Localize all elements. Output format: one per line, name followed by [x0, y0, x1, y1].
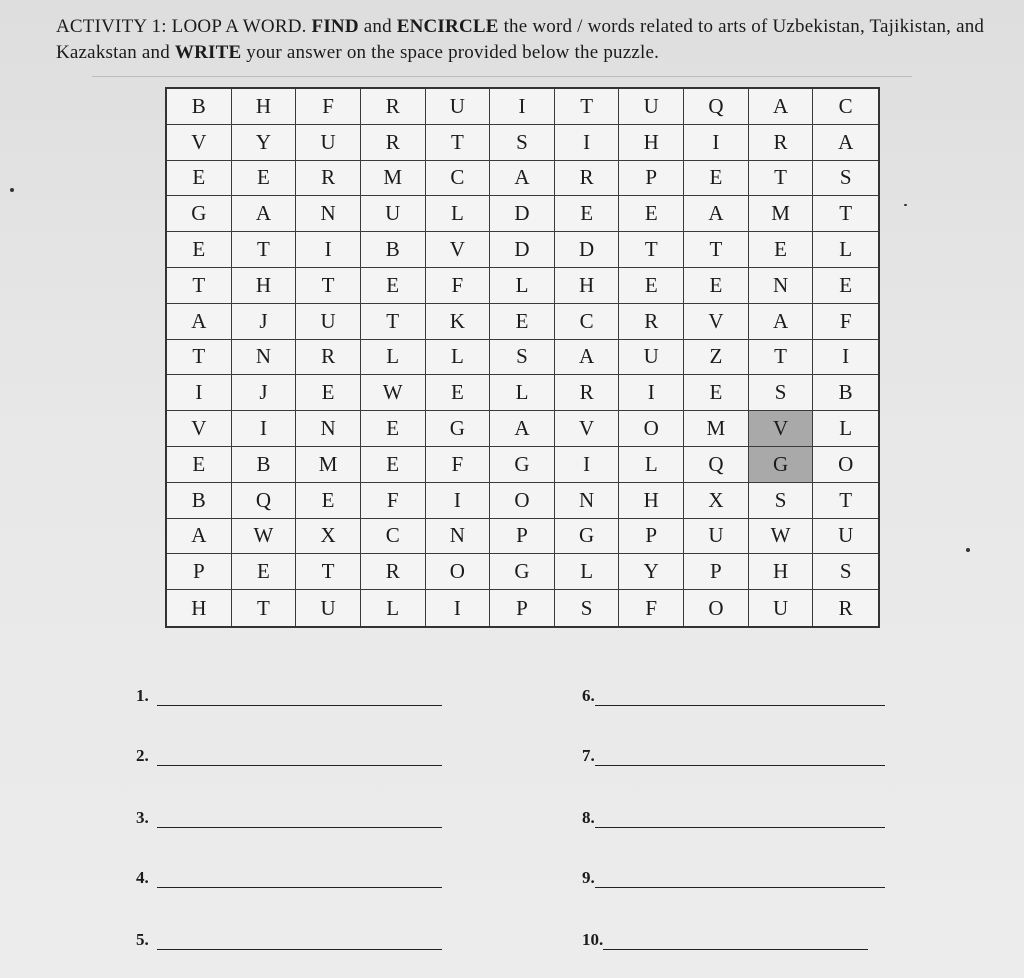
- answer-item-4: [136, 864, 442, 888]
- grid-cell[interactable]: A: [555, 340, 620, 376]
- grid-cell[interactable]: I: [296, 232, 361, 268]
- answer-number: 7.: [582, 746, 595, 765]
- grid-cell[interactable]: T: [555, 89, 620, 125]
- grid-cell[interactable]: E: [684, 268, 749, 304]
- answer-blank[interactable]: [595, 687, 885, 706]
- instructions-write: WRITE: [174, 42, 242, 63]
- grid-cell[interactable]: T: [167, 340, 232, 376]
- instructions-part2: the word / words related to arts of Uzbekistan, Tajikistan, and Kazakstan and: [56, 16, 985, 63]
- grid-cell[interactable]: M: [361, 161, 426, 197]
- grid-cell[interactable]: F: [426, 268, 491, 304]
- answer-blank[interactable]: [595, 747, 885, 766]
- grid-cell[interactable]: O: [684, 590, 749, 626]
- grid-cell[interactable]: E: [232, 554, 297, 590]
- grid-cell[interactable]: P: [167, 554, 232, 590]
- grid-cell[interactable]: R: [619, 304, 684, 340]
- answer-item-6: [582, 682, 885, 706]
- grid-cell[interactable]: R: [296, 340, 361, 376]
- instructions-part3: your answer on the space provided below the puzzle.: [241, 42, 660, 63]
- grid-cell[interactable]: U: [296, 590, 361, 626]
- grid-cell[interactable]: X: [684, 483, 749, 519]
- grid-cell[interactable]: O: [619, 411, 684, 447]
- grid-cell[interactable]: A: [813, 125, 878, 161]
- grid-cell[interactable]: B: [167, 483, 232, 519]
- grid-cell[interactable]: E: [167, 232, 232, 268]
- grid-cell[interactable]: A: [749, 304, 814, 340]
- grid-cell[interactable]: O: [426, 554, 491, 590]
- grid-cell[interactable]: E: [555, 196, 620, 232]
- answer-number: 8.: [582, 808, 595, 827]
- grid-cell[interactable]: T: [361, 304, 426, 340]
- grid-cell[interactable]: F: [296, 89, 361, 125]
- grid-cell[interactable]: G: [749, 447, 814, 483]
- grid-cell[interactable]: T: [619, 232, 684, 268]
- grid-cell[interactable]: P: [684, 554, 749, 590]
- grid-cell[interactable]: V: [167, 411, 232, 447]
- grid-cell[interactable]: J: [232, 375, 297, 411]
- grid-cell[interactable]: I: [490, 89, 555, 125]
- grid-cell[interactable]: M: [296, 447, 361, 483]
- grid-cell[interactable]: G: [490, 554, 555, 590]
- grid-cell[interactable]: L: [361, 590, 426, 626]
- stray-dot: [904, 204, 907, 206]
- grid-cell[interactable]: Z: [684, 340, 749, 376]
- grid-cell[interactable]: T: [426, 125, 491, 161]
- grid-cell[interactable]: A: [232, 196, 297, 232]
- grid-cell[interactable]: A: [167, 304, 232, 340]
- grid-cell[interactable]: U: [361, 196, 426, 232]
- grid-cell[interactable]: Y: [619, 554, 684, 590]
- grid-cell[interactable]: D: [555, 232, 620, 268]
- grid-cell[interactable]: E: [361, 411, 426, 447]
- grid-cell[interactable]: Y: [232, 125, 297, 161]
- grid-cell[interactable]: K: [426, 304, 491, 340]
- grid-cell[interactable]: Q: [232, 483, 297, 519]
- grid-cell[interactable]: S: [490, 340, 555, 376]
- grid-cell[interactable]: S: [749, 483, 814, 519]
- grid-cell[interactable]: R: [361, 554, 426, 590]
- answer-item-7: [582, 742, 885, 766]
- answer-blank[interactable]: [157, 687, 442, 706]
- grid-cell[interactable]: I: [426, 590, 491, 626]
- grid-cell[interactable]: G: [167, 196, 232, 232]
- grid-cell[interactable]: I: [555, 447, 620, 483]
- answer-number: 4.: [136, 868, 149, 887]
- answer-number: 10.: [582, 930, 604, 949]
- grid-cell[interactable]: R: [555, 375, 620, 411]
- instructions-part1: ACTIVITY 1: LOOP A WORD.: [56, 16, 312, 37]
- grid-cell[interactable]: I: [232, 411, 297, 447]
- grid-cell[interactable]: P: [619, 161, 684, 197]
- answer-blank[interactable]: [157, 869, 442, 888]
- grid-cell[interactable]: A: [167, 519, 232, 555]
- grid-cell[interactable]: H: [619, 125, 684, 161]
- grid-cell[interactable]: E: [749, 232, 814, 268]
- grid-cell[interactable]: S: [813, 554, 878, 590]
- grid-cell[interactable]: I: [555, 125, 620, 161]
- grid-cell[interactable]: L: [555, 554, 620, 590]
- grid-cell[interactable]: T: [167, 268, 232, 304]
- grid-cell[interactable]: N: [296, 411, 361, 447]
- grid-cell[interactable]: T: [684, 232, 749, 268]
- grid-cell[interactable]: E: [490, 304, 555, 340]
- grid-cell[interactable]: W: [749, 519, 814, 555]
- word-search-grid: [165, 87, 880, 628]
- grid-cell[interactable]: I: [684, 125, 749, 161]
- grid-cell[interactable]: E: [684, 161, 749, 197]
- answer-blank[interactable]: [157, 747, 442, 766]
- grid-cell[interactable]: W: [232, 519, 297, 555]
- grid-cell[interactable]: B: [232, 447, 297, 483]
- grid-cell[interactable]: S: [555, 590, 620, 626]
- grid-cell[interactable]: H: [232, 89, 297, 125]
- grid-cell[interactable]: E: [232, 161, 297, 197]
- grid-cell[interactable]: L: [426, 340, 491, 376]
- grid-cell[interactable]: H: [167, 590, 232, 626]
- grid-cell[interactable]: I: [167, 375, 232, 411]
- answer-blank[interactable]: [595, 809, 885, 828]
- answer-blank[interactable]: [157, 931, 442, 950]
- grid-cell[interactable]: S: [813, 161, 878, 197]
- grid-cell[interactable]: H: [619, 483, 684, 519]
- grid-cell[interactable]: I: [813, 340, 878, 376]
- grid-cell[interactable]: V: [749, 411, 814, 447]
- answer-item-10: [582, 926, 868, 950]
- grid-cell[interactable]: R: [838, 595, 853, 620]
- grid-cell[interactable]: E: [684, 375, 749, 411]
- grid-cell[interactable]: S: [749, 375, 814, 411]
- grid-cell[interactable]: F: [619, 590, 684, 626]
- grid-cell[interactable]: U: [426, 89, 491, 125]
- grid-cell[interactable]: U: [813, 519, 878, 555]
- grid-cell[interactable]: T: [813, 196, 878, 232]
- answer-item-3: [136, 804, 442, 828]
- grid-cell[interactable]: H: [555, 268, 620, 304]
- grid-cell[interactable]: M: [749, 196, 814, 232]
- grid-cell[interactable]: R: [749, 125, 814, 161]
- answer-blank[interactable]: [157, 809, 442, 828]
- grid-cell[interactable]: E: [167, 447, 232, 483]
- answer-number: 5.: [136, 930, 149, 949]
- grid-cell[interactable]: N: [232, 340, 297, 376]
- grid-cell[interactable]: V: [426, 232, 491, 268]
- grid-cell[interactable]: H: [232, 268, 297, 304]
- grid-cell[interactable]: E: [361, 268, 426, 304]
- grid-cell[interactable]: T: [296, 268, 361, 304]
- grid-cell[interactable]: F: [426, 447, 491, 483]
- grid-cell[interactable]: L: [361, 340, 426, 376]
- grid-cell[interactable]: L: [619, 447, 684, 483]
- grid-cell[interactable]: U: [619, 89, 684, 125]
- activity-instructions: [56, 14, 1016, 66]
- grid-cell[interactable]: E: [619, 268, 684, 304]
- grid-cell[interactable]: L: [490, 268, 555, 304]
- grid-cell[interactable]: E: [361, 447, 426, 483]
- grid-cell[interactable]: P: [490, 590, 555, 626]
- grid-cell[interactable]: V: [167, 125, 232, 161]
- grid-cell[interactable]: L: [813, 232, 878, 268]
- grid-cell[interactable]: M: [684, 411, 749, 447]
- answer-item-2: [136, 742, 442, 766]
- grid-cell[interactable]: L: [813, 411, 878, 447]
- instructions-and: and: [358, 16, 397, 37]
- grid-cell[interactable]: G: [555, 519, 620, 555]
- answer-item-1: [136, 682, 442, 706]
- grid-cell[interactable]: C: [426, 161, 491, 197]
- grid-cell[interactable]: U: [296, 125, 361, 161]
- grid-cell[interactable]: U: [619, 340, 684, 376]
- grid-cell[interactable]: X: [296, 519, 361, 555]
- grid-cell[interactable]: A: [749, 89, 814, 125]
- grid-cell[interactable]: S: [490, 125, 555, 161]
- grid-cell[interactable]: I: [619, 375, 684, 411]
- answer-blank[interactable]: [595, 869, 885, 888]
- grid-cell[interactable]: Q: [684, 447, 749, 483]
- grid-cell[interactable]: V: [684, 304, 749, 340]
- grid-cell[interactable]: Q: [684, 89, 749, 125]
- answer-number: 2.: [136, 746, 149, 765]
- grid-cell[interactable]: W: [361, 375, 426, 411]
- grid-cell[interactable]: I: [426, 483, 491, 519]
- answer-item-9: [582, 864, 885, 888]
- grid-cell[interactable]: U: [684, 519, 749, 555]
- grid-cell[interactable]: E: [167, 161, 232, 197]
- divider-line: [92, 76, 912, 77]
- grid-cell[interactable]: T: [232, 232, 297, 268]
- stray-dot: [966, 548, 970, 552]
- grid-cell[interactable]: A: [490, 411, 555, 447]
- grid-cell[interactable]: T: [749, 161, 814, 197]
- grid-cell[interactable]: E: [296, 483, 361, 519]
- answer-number: 3.: [136, 808, 149, 827]
- grid-cell[interactable]: N: [426, 519, 491, 555]
- grid-cell[interactable]: F: [813, 304, 878, 340]
- answer-number: 6.: [582, 686, 595, 705]
- grid-cell[interactable]: U: [749, 590, 814, 626]
- answer-item-8: [582, 804, 885, 828]
- grid-cell[interactable]: G: [426, 411, 491, 447]
- grid-cell[interactable]: N: [555, 483, 620, 519]
- grid-cell[interactable]: G: [490, 447, 555, 483]
- instructions-encircle: ENCIRCLE: [396, 16, 499, 37]
- grid-cell[interactable]: A: [684, 196, 749, 232]
- grid-cell[interactable]: T: [296, 554, 361, 590]
- grid-cell[interactable]: E: [296, 375, 361, 411]
- grid-cell[interactable]: F: [361, 483, 426, 519]
- grid-cell[interactable]: N: [749, 268, 814, 304]
- grid-cell[interactable]: C: [555, 304, 620, 340]
- grid-cell[interactable]: N: [296, 196, 361, 232]
- grid-cell[interactable]: J: [232, 304, 297, 340]
- grid-cell[interactable]: L: [490, 375, 555, 411]
- grid-cell[interactable]: T: [232, 590, 297, 626]
- grid-cell[interactable]: C: [813, 89, 878, 125]
- grid-cell[interactable]: B: [167, 89, 232, 125]
- grid-cell[interactable]: D: [490, 232, 555, 268]
- grid-cell[interactable]: V: [555, 411, 620, 447]
- answer-number: 9.: [582, 868, 595, 887]
- grid-cell[interactable]: A: [490, 161, 555, 197]
- answer-item-5: [136, 926, 442, 950]
- grid-cell[interactable]: O: [813, 447, 878, 483]
- grid-cell[interactable]: B: [361, 232, 426, 268]
- grid-cell[interactable]: P: [619, 519, 684, 555]
- grid-cell[interactable]: T: [813, 483, 878, 519]
- grid-cell[interactable]: H: [749, 554, 814, 590]
- grid-cell[interactable]: U: [296, 304, 361, 340]
- grid-cell[interactable]: T: [749, 340, 814, 376]
- grid-cell[interactable]: R: [361, 125, 426, 161]
- grid-cell[interactable]: B: [813, 375, 878, 411]
- grid-cell[interactable]: C: [361, 519, 426, 555]
- grid-cell[interactable]: D: [490, 196, 555, 232]
- grid-cell[interactable]: P: [490, 519, 555, 555]
- grid-cell[interactable]: R: [296, 161, 361, 197]
- grid-cell[interactable]: R: [555, 161, 620, 197]
- grid-cell[interactable]: E: [426, 375, 491, 411]
- grid-cell[interactable]: L: [426, 196, 491, 232]
- answer-blank[interactable]: [603, 931, 868, 950]
- stray-dot: [10, 188, 14, 192]
- grid-cell[interactable]: O: [490, 483, 555, 519]
- grid-cell[interactable]: E: [813, 268, 878, 304]
- instructions-find: FIND: [311, 16, 359, 37]
- answer-number: 1.: [136, 686, 149, 705]
- grid-cell[interactable]: E: [619, 196, 684, 232]
- grid-cell[interactable]: R: [361, 89, 426, 125]
